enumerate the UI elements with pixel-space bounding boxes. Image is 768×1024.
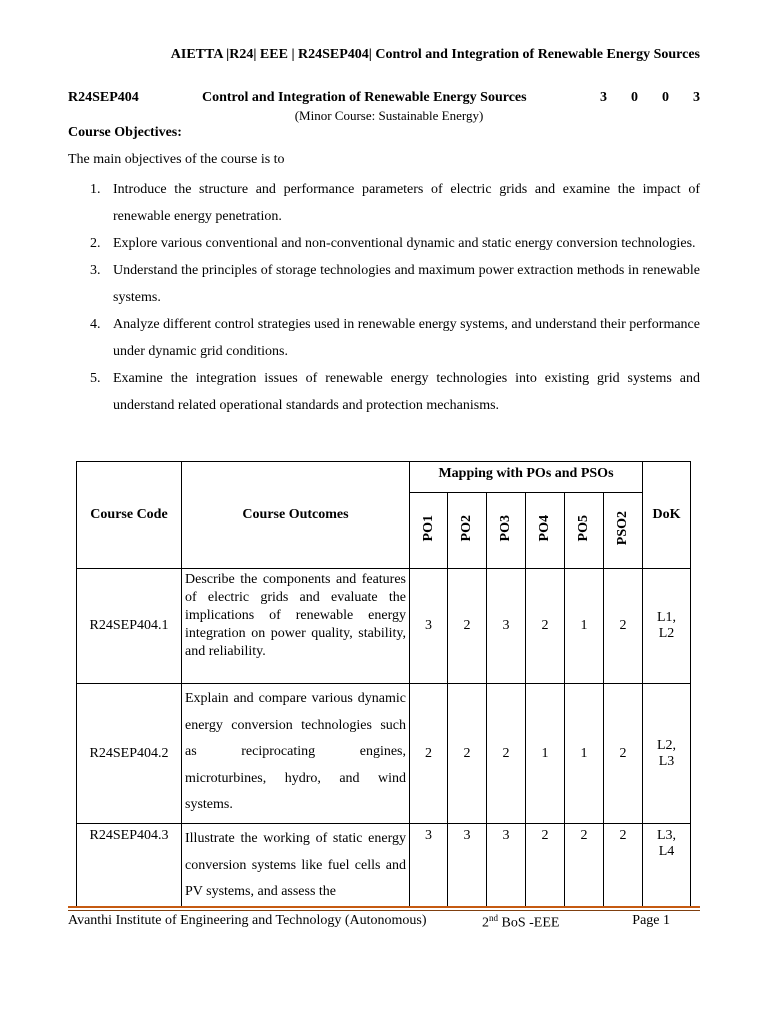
po-header-cell [487,493,526,569]
dok-line: L4 [658,844,675,859]
bos-label: BoS -EEE [498,915,560,931]
course-title-row [68,90,700,110]
po-header-cell [526,493,565,569]
po-header: PO1 [420,514,436,542]
row-po-value: 2 [410,684,448,824]
ltpc-c: 3 [693,90,700,105]
row-po-value: 3 [448,824,487,907]
row-po-value: 2 [565,824,604,907]
po-header-cell [448,493,487,569]
course-subtitle: (Minor Course: Sustainable Energy) [294,108,484,123]
row-dok [643,824,691,907]
po-header: PSO2 [615,510,630,546]
dok-line: L3 [658,753,675,769]
objective-number: 3. [90,263,101,278]
row-po-value: 3 [410,569,448,684]
ltpc-credits [576,90,700,106]
objectives-intro: The main objectives of the course is to [68,152,285,167]
objective-item [68,311,700,365]
row-po-value: 2 [526,824,565,907]
row-outcome: Explain and compare various dynamic energy conversion technologies such as reciprocating engines, microturbines, hydro, and wind systems. [182,684,410,824]
row-po-value: 3 [410,824,448,907]
row-po-value: 1 [565,569,604,684]
po-header: PO5 [576,514,591,542]
row-outcome: Describe the components and features of electric grids and evaluate the implications of renewable energy integration on power quality, stability, and reliability. [182,569,410,684]
objective-item [68,176,700,230]
objective-text: Analyze different control strategies used in renewable energy systems, and understand their performance under dynamic grid conditions. [113,317,700,359]
po-header-cell [604,493,643,569]
row-po-value: 1 [565,684,604,824]
objectives-list [68,176,700,419]
objective-number: 1. [90,182,101,197]
course-code: R24SEP404 [68,90,139,105]
objective-number: 4. [90,317,101,332]
row-po-value: 2 [604,824,643,907]
objective-item [68,257,700,311]
row-dok [643,569,691,684]
objective-text: Understand the principles of storage technologies and maximum power extraction methods in renewable systems. [113,263,700,305]
row-po-value: 2 [448,684,487,824]
ltpc-p: 0 [662,90,669,105]
row-po-value: 2 [604,569,643,684]
po-header: PO3 [498,514,513,542]
objective-item [68,365,700,419]
table-row [77,824,691,907]
row-dok [643,684,691,824]
po-header-cell [565,493,604,569]
dok-line: L1, [656,610,677,625]
objective-item [68,230,700,257]
footer-bos [482,913,559,932]
dok-line: L2, [656,737,677,753]
header-dok: DoK [643,462,691,569]
table-row [77,684,691,824]
row-po-value: 3 [487,824,526,907]
page-footer [68,913,700,933]
header-course-code: Course Code [77,462,182,569]
bos-number: 2 [482,915,489,931]
objective-text: Explore various conventional and non-conventional dynamic and static energy conversion technologies. [113,236,696,251]
header-mapping: Mapping with POs and PSOs [410,462,643,493]
header-course-outcomes: Course Outcomes [182,462,410,569]
row-po-value: 2 [448,569,487,684]
row-po-value: 3 [487,569,526,684]
row-po-value: 2 [604,684,643,824]
dok-line: L3, [656,828,677,843]
po-header: PO2 [459,514,474,542]
ltpc-t: 0 [631,90,638,105]
ltpc-l: 3 [600,90,607,105]
table-row [77,569,691,684]
objective-text: Introduce the structure and performance parameters of electric grids and examine the impact of renewable energy penetration. [113,182,700,224]
course-name: Control and Integration of Renewable Energy Sources [202,90,527,105]
footer-institute: Avanthi Institute of Engineering and Technology (Autonomous) [68,913,427,928]
footer-rule [68,906,700,908]
running-header: AIETTA |R24| EEE | R24SEP404| Control and Integration of Renewable Energy Sources [170,47,700,62]
row-course-code: R24SEP404.1 [77,569,182,684]
bos-ordinal: nd [489,913,498,923]
dok-line: L2 [658,626,675,641]
objective-number: 2. [90,236,101,251]
footer-rule-thin [68,910,700,911]
objectives-heading: Course Objectives: [68,125,182,140]
po-header: PO4 [537,514,552,542]
objective-text: Examine the integration issues of renewable energy technologies into existing grid systems and understand related operational standards and protection mechanisms. [113,371,700,413]
row-po-value: 1 [526,684,565,824]
course-outcomes-table [76,461,691,907]
row-po-value: 2 [526,569,565,684]
objective-number: 5. [90,371,101,386]
po-header-cell [410,493,448,569]
row-course-code: R24SEP404.2 [77,684,182,824]
row-po-value: 2 [487,684,526,824]
row-outcome: Illustrate the working of static energy conversion systems like fuel cells and PV systems, and assess the [182,824,410,907]
row-course-code: R24SEP404.3 [77,824,182,907]
footer-page-number: Page 1 [632,913,670,928]
